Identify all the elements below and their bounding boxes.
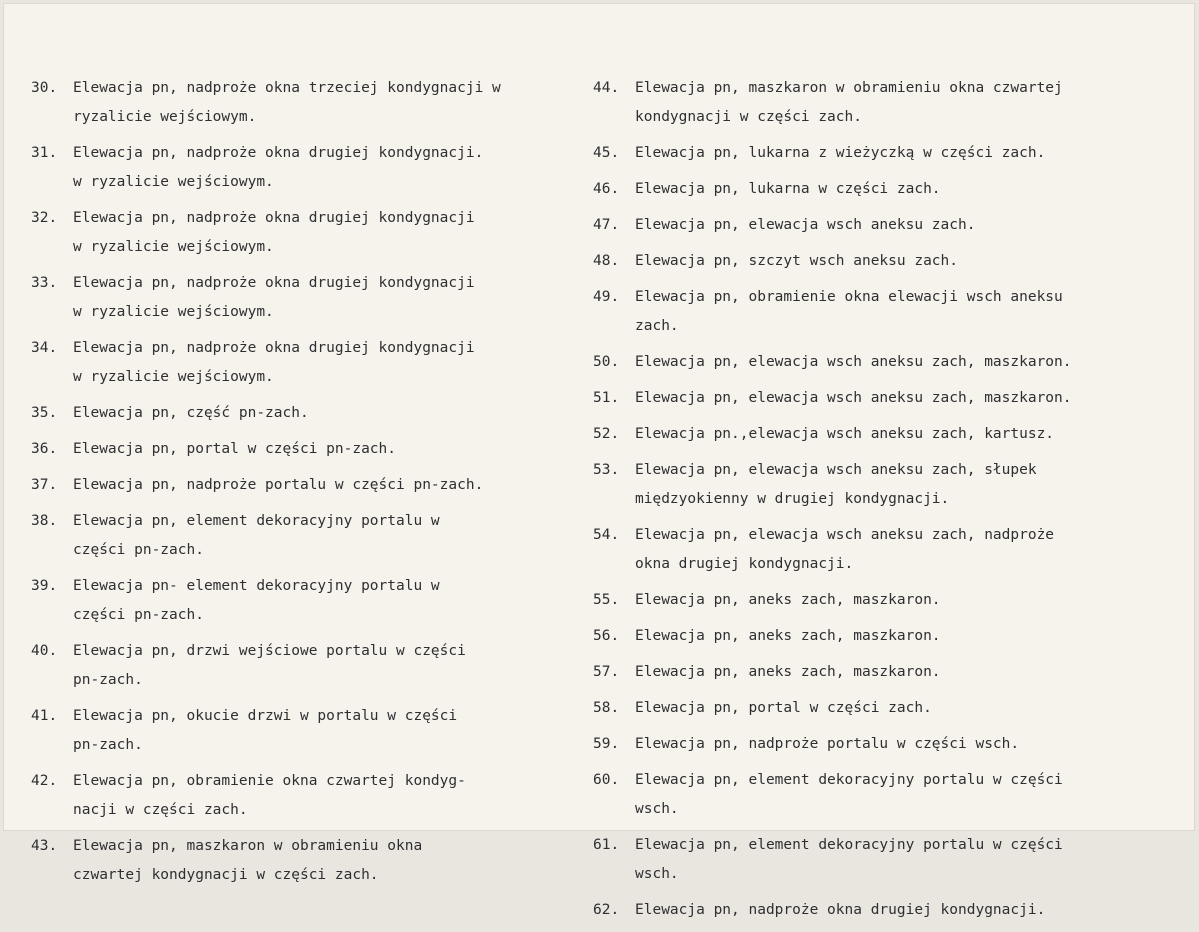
list-item xyxy=(31,832,591,890)
list-item xyxy=(593,831,1153,889)
list-item xyxy=(31,767,591,825)
left-column xyxy=(31,74,591,897)
list-item xyxy=(593,586,1153,615)
list-item xyxy=(593,420,1153,449)
item-number: 56. xyxy=(593,628,620,644)
item-number: 62. xyxy=(593,902,620,918)
list-item xyxy=(593,384,1153,413)
item-description: Elewacja pn, elewacja wsch aneksu zach. xyxy=(635,217,976,233)
item-number: 41. xyxy=(31,708,58,724)
list-item xyxy=(31,334,591,392)
list-item xyxy=(31,204,591,262)
item-description: Elewacja pn, część pn-zach. xyxy=(73,405,309,421)
item-description: Elewacja pn, elewacja wsch aneksu zach, maszkaron. xyxy=(635,390,1072,406)
item-description: Elewacja pn, element dekoracyjny portalu w części wsch. xyxy=(635,837,1063,882)
list-item xyxy=(31,269,591,327)
item-number: 37. xyxy=(31,477,58,493)
list-item xyxy=(593,348,1153,377)
item-number: 51. xyxy=(593,390,620,406)
item-number: 52. xyxy=(593,426,620,442)
list-item xyxy=(593,247,1153,276)
item-number: 57. xyxy=(593,664,620,680)
item-description: Elewacja pn, element dekoracyjny portalu w części wsch. xyxy=(635,772,1063,817)
list-item xyxy=(31,435,591,464)
item-description: Elewacja pn, portal w części zach. xyxy=(635,700,932,716)
list-item xyxy=(593,211,1153,240)
list-item xyxy=(31,507,591,565)
item-number: 60. xyxy=(593,772,620,788)
item-number: 38. xyxy=(31,513,58,529)
item-number: 59. xyxy=(593,736,620,752)
list-item xyxy=(31,637,591,695)
list-item xyxy=(593,283,1153,341)
item-description: Elewacja pn, nadproże portalu w części wsch. xyxy=(635,736,1020,752)
item-number: 47. xyxy=(593,217,620,233)
item-number: 34. xyxy=(31,340,58,356)
item-description: Elewacja pn, obramienie okna elewacji wsch aneksu zach. xyxy=(635,289,1063,334)
item-description: Elewacja pn, aneks zach, maszkaron. xyxy=(635,628,941,644)
list-item xyxy=(593,694,1153,723)
item-number: 44. xyxy=(593,80,620,96)
item-number: 58. xyxy=(593,700,620,716)
item-description: Elewacja pn, nadproże okna drugiej kondygnacji w ryzalicie wejściowym. xyxy=(73,210,475,255)
item-number: 32. xyxy=(31,210,58,226)
item-number: 43. xyxy=(31,838,58,854)
item-description: Elewacja pn, nadproże okna drugiej kondygnacji. xyxy=(635,902,1046,918)
list-item xyxy=(593,139,1153,168)
list-item xyxy=(593,766,1153,824)
item-number: 40. xyxy=(31,643,58,659)
item-number: 33. xyxy=(31,275,58,291)
list-item xyxy=(593,622,1153,651)
item-number: 42. xyxy=(31,773,58,789)
item-description: Elewacja pn, maszkaron w obramieniu okna czwartej kondygnacji w części zach. xyxy=(635,80,1063,125)
item-number: 55. xyxy=(593,592,620,608)
list-item xyxy=(593,658,1153,687)
list-item xyxy=(31,399,591,428)
item-description: Elewacja pn, lukarna w części zach. xyxy=(635,181,941,197)
item-number: 30. xyxy=(31,80,58,96)
item-description: Elewacja pn- element dekoracyjny portalu w części pn-zach. xyxy=(73,578,440,623)
right-column xyxy=(593,74,1153,932)
item-number: 53. xyxy=(593,462,620,478)
item-number: 36. xyxy=(31,441,58,457)
item-number: 48. xyxy=(593,253,620,269)
item-description: Elewacja pn, elewacja wsch aneksu zach, maszkaron. xyxy=(635,354,1072,370)
item-number: 39. xyxy=(31,578,58,594)
list-item xyxy=(31,74,591,132)
item-description: Elewacja pn, nadproże okna drugiej kondygnacji. w ryzalicie wejściowym. xyxy=(73,145,484,190)
item-description: Elewacja pn, portal w części pn-zach. xyxy=(73,441,397,457)
item-description: Elewacja pn, nadproże portalu w części pn-zach. xyxy=(73,477,484,493)
item-description: Elewacja pn, elewacja wsch aneksu zach, nadproże okna drugiej kondygnacji. xyxy=(635,527,1055,572)
item-number: 50. xyxy=(593,354,620,370)
list-item xyxy=(593,896,1153,925)
list-item xyxy=(31,139,591,197)
item-description: Elewacja pn, nadproże okna trzeciej kondygnacji w ryzalicie wejściowym. xyxy=(73,80,501,125)
list-item xyxy=(593,521,1153,579)
item-number: 54. xyxy=(593,527,620,543)
list-item xyxy=(31,572,591,630)
item-description: Elewacja pn.,elewacja wsch aneksu zach, kartusz. xyxy=(635,426,1055,442)
item-number: 49. xyxy=(593,289,620,305)
list-item xyxy=(31,702,591,760)
list-item xyxy=(31,471,591,500)
item-description: Elewacja pn, drzwi wejściowe portalu w części pn-zach. xyxy=(73,643,466,688)
item-description: Elewacja pn, szczyt wsch aneksu zach. xyxy=(635,253,959,269)
item-description: Elewacja pn, element dekoracyjny portalu w części pn-zach. xyxy=(73,513,440,558)
item-number: 31. xyxy=(31,145,58,161)
item-number: 45. xyxy=(593,145,620,161)
item-number: 61. xyxy=(593,837,620,853)
item-number: 46. xyxy=(593,181,620,197)
item-number: 35. xyxy=(31,405,58,421)
item-description: Elewacja pn, obramienie okna czwartej kondyg- nacji w części zach. xyxy=(73,773,466,818)
typewritten-page xyxy=(3,3,1195,918)
item-description: Elewacja pn, lukarna z wieżyczką w części zach. xyxy=(635,145,1046,161)
item-description: Elewacja pn, aneks zach, maszkaron. xyxy=(635,592,941,608)
list-item xyxy=(593,74,1153,132)
list-item xyxy=(593,730,1153,759)
item-description: Elewacja pn, maszkaron w obramieniu okna czwartej kondygnacji w części zach. xyxy=(73,838,423,883)
item-description: Elewacja pn, elewacja wsch aneksu zach, słupek międzyokienny w drugiej kondygnacji. xyxy=(635,462,1037,507)
item-description: Elewacja pn, aneks zach, maszkaron. xyxy=(635,664,941,680)
item-description: Elewacja pn, okucie drzwi w portalu w części pn-zach. xyxy=(73,708,458,753)
list-item xyxy=(593,456,1153,514)
list-item xyxy=(593,175,1153,204)
item-description: Elewacja pn, nadproże okna drugiej kondygnacji w ryzalicie wejściowym. xyxy=(73,340,475,385)
item-description: Elewacja pn, nadproże okna drugiej kondygnacji w ryzalicie wejściowym. xyxy=(73,275,475,320)
